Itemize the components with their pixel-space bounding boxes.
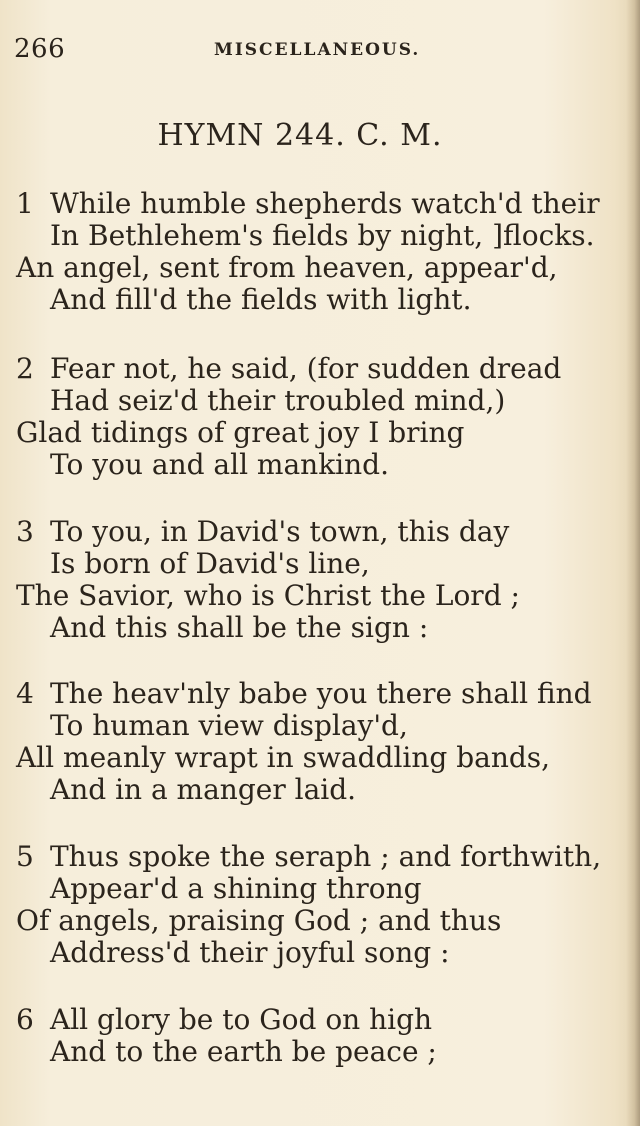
- verse-line-text: While humble shepherds watch'd their: [50, 187, 600, 220]
- verse-line: In Bethlehem's fields by night, ]flocks.: [50, 219, 595, 252]
- verse-line: [16, 678, 606, 710]
- verse-line-text: To you, in David's town, this day: [50, 515, 510, 548]
- verse-line: And to the earth be peace ;: [50, 1035, 437, 1068]
- verse-line: [16, 188, 606, 220]
- verse-line: To you and all mankind.: [50, 448, 389, 481]
- verse-line: The Savior, who is Christ the Lord ;: [16, 579, 520, 612]
- verse-line: Glad tidings of great joy I bring: [16, 416, 465, 449]
- verse-line: Appear'd a shining throng: [50, 872, 422, 905]
- verse-line: [16, 1004, 606, 1036]
- verse-3: [16, 516, 606, 644]
- page-number: 266: [14, 34, 66, 64]
- verse-line-text: The heav'nly babe you there shall find: [50, 677, 592, 710]
- verse-line: All meanly wrapt in swaddling bands,: [16, 741, 551, 774]
- verse-line: Is born of David's line,: [50, 547, 370, 580]
- verse-6: [16, 1004, 606, 1068]
- verse-number: 2: [16, 352, 34, 385]
- verse-1: [16, 188, 606, 316]
- running-head: MISCELLANEOUS.: [214, 40, 421, 60]
- verse-2: [16, 353, 606, 481]
- verse-number: 5: [16, 840, 34, 873]
- verse-line: And in a manger laid.: [50, 773, 357, 806]
- verse-4: [16, 678, 606, 806]
- page-edge-shadow: [626, 0, 640, 1126]
- verse-line: An angel, sent from heaven, appear'd,: [16, 251, 558, 284]
- verse-number: 3: [16, 515, 34, 548]
- verse-line: To human view display'd,: [50, 709, 408, 742]
- verse-line-text: Fear not, he said, (for sudden dread: [50, 352, 562, 385]
- verse-line-text: All glory be to God on high: [50, 1003, 433, 1036]
- verse-line: Had seiz'd their troubled mind,): [50, 384, 506, 417]
- page-header: [14, 34, 620, 70]
- verse-number: 1: [16, 187, 34, 220]
- verse-line: [16, 353, 606, 385]
- verse-5: [16, 841, 606, 969]
- verse-number: 6: [16, 1003, 34, 1036]
- hymn-title: HYMN 244. C. M.: [157, 118, 443, 153]
- verse-line-text: Thus spoke the seraph ; and forthwith,: [50, 840, 602, 873]
- verse-line: Address'd their joyful song :: [50, 936, 450, 969]
- verse-line: Of angels, praising God ; and thus: [16, 904, 502, 937]
- verse-number: 4: [16, 677, 34, 710]
- verse-line: [16, 841, 606, 873]
- verse-line: [16, 516, 606, 548]
- verse-line: And fill'd the fields with light.: [50, 283, 472, 316]
- verse-line: And this shall be the sign :: [50, 611, 429, 644]
